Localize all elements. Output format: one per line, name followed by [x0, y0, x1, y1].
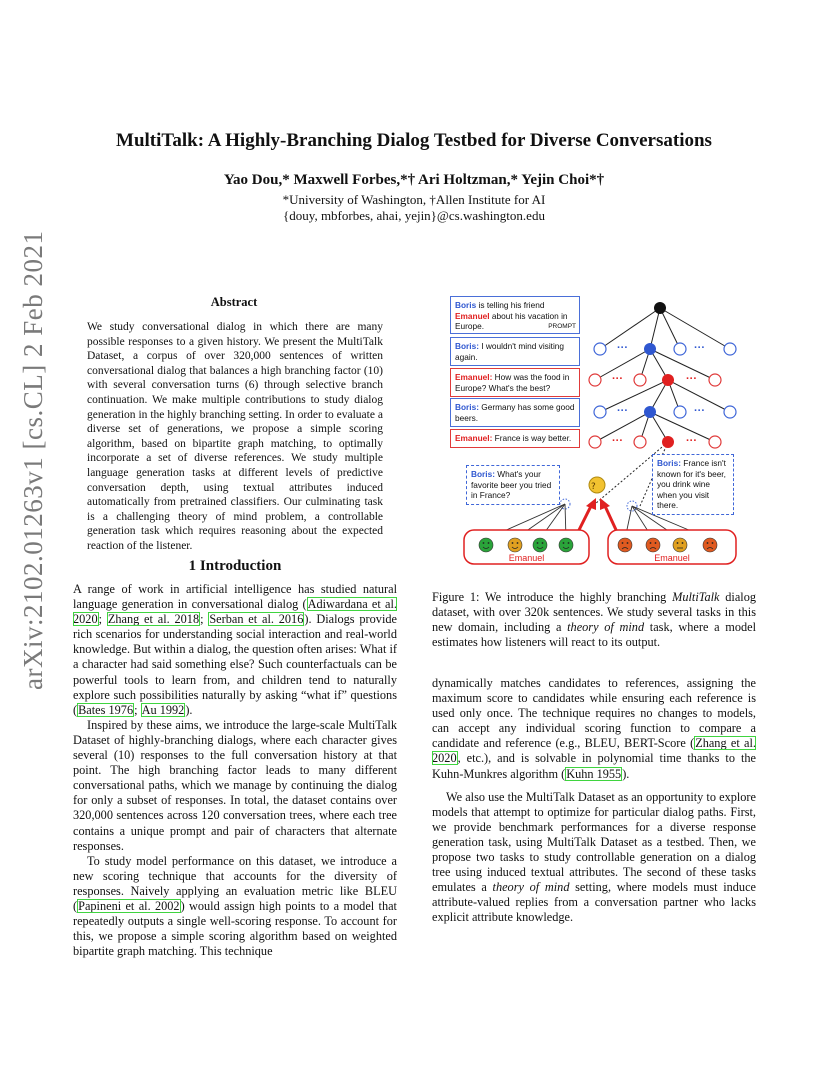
author-emails: {douy, mbforbes, ahai, yejin}@cs.washington.edu	[283, 208, 545, 223]
text-run: dialog dataset, with over 320k sentences. We study several tasks in this new domain, including a	[432, 590, 756, 635]
section-heading-introduction: 1 Introduction	[188, 558, 282, 574]
bubble-text: France isn't known for it's beer, you drink wine when you visit there.	[657, 458, 726, 510]
selected-blue-node	[644, 343, 656, 355]
happy-face-icon	[559, 538, 573, 552]
intro-left-column	[73, 582, 397, 959]
svg-text:···: ···	[612, 373, 623, 385]
dialog-bubble-boris	[450, 398, 580, 427]
sad-face-icon	[618, 538, 632, 552]
svg-text:···: ···	[617, 405, 628, 417]
abstract-heading: Abstract	[210, 295, 258, 309]
text-run: ;	[200, 612, 209, 627]
prompt-bubble	[450, 296, 580, 334]
dialog-bubble-boris	[450, 337, 580, 366]
bubble-text: I wouldn't mind visiting again.	[455, 341, 565, 362]
speaker-name: Emanuel	[455, 310, 490, 321]
text-run: ;	[98, 612, 107, 627]
text-run: ). Dialogs provide rich scenarios for understanding social interaction and real-world knowledge. But within a dialog, the question often arises: What if a character had said something else? Such counterfactuals can be powerful tools to learn from, and children tend to naturally explore such possibilities naturally by asking “what if” questions (	[73, 612, 397, 717]
figure-1	[450, 294, 750, 572]
happy-face-icon	[479, 538, 493, 552]
speaker-name: Boris:	[455, 341, 479, 351]
intro-paragraph-3	[73, 854, 397, 960]
text-run: We also use the MultiTalk Dataset as an opportunity to explore models that attempt to optimize for particular dialog paths. First, we provide benchmark performances for a diverse response generation task, using MultiTalk Dataset as a testbed. Then, we propose two tasks to study controllable generation on a dialog tree using induced textual attributes. The second of these tasks emulates a	[432, 789, 756, 895]
citation-link[interactable]: Zhang et al. 2018	[107, 612, 200, 627]
right-paragraph-2	[432, 790, 756, 926]
neutral-face-icon	[673, 538, 687, 552]
figure-caption	[432, 590, 756, 650]
candidate-bubble-question	[466, 465, 560, 505]
happy-face-icon	[508, 538, 522, 552]
dialog-bubble-emanuel	[450, 429, 580, 448]
listener-label-left: Emanuel	[508, 553, 545, 563]
dialog-bubble-emanuel	[450, 368, 580, 397]
text-run: ).	[185, 702, 193, 717]
bubble-text: about his vacation in Europe.	[455, 310, 568, 331]
bubble-text: France is way better.	[492, 433, 572, 443]
paper-title: MultiTalk: A Highly-Branching Dialog Testbed for Diverse Conversations	[116, 130, 712, 151]
text-run: A range of work in artificial intelligence has studied natural language generation in conversational dialog (	[73, 582, 397, 612]
text-run: Figure 1: We introduce the highly branching	[432, 590, 673, 604]
text-run: ) would assign high points to a model that repeatedly outputs a single well-scoring response. To account for this, we propose a simple scoring algorithm based on weighted bipartite graph matching. This technique	[73, 898, 397, 959]
svg-text:···: ···	[612, 435, 623, 447]
happy-face-icon	[533, 538, 547, 552]
listener-label-right: Emanuel	[654, 553, 690, 563]
speaker-name: Boris:	[471, 469, 495, 479]
abstract-text: We study conversational dialog in which there are many possible responses to a given history. We present the MultiTalk Dataset, a corpus of over 320,000 sentences of written conversational dialog that balances a high branching factor (10) with several conversation turns (6) through selective branch continuation. We make multiple contributions to study dialog generation in the highly branching setting. In order to evaluate a diverse set of generations, we propose a simple scoring algorithm, based on bipartite graph matching, to optimally incorporate a set of diverse references. We study multiple language generation tasks at different levels of predictive conversation depth, using textual attributes induced automatically from pretrained classifiers. Our culminating task is a challenging theory of mind problem, a controllable generation task which requires reasoning about the expected reaction of the listener.	[87, 321, 383, 552]
text-run: , etc.), and is solvable in polynomial time thanks to the Kuhn-Munkres algorithm (	[432, 751, 756, 781]
text-run: theory of mind	[492, 880, 570, 895]
affiliation: *University of Washington, †Allen Institute for AI	[282, 192, 546, 207]
speaker-name: Boris:	[657, 458, 681, 468]
citation-link[interactable]: Au 1992	[141, 702, 185, 717]
bubble-text: Germany has some good beers.	[455, 402, 575, 423]
bubble-text: How was the food in Europe? What's the best?	[455, 372, 570, 393]
text-run: dynamically matches candidates to references, assigning the maximum score to candidates while ensuring each reference is used only once. The technique requires no changes to models, can accept any individual scoring function to compare a candidate and reference (e.g., BLEU, BERT-Score (	[432, 676, 756, 751]
citation-link[interactable]: Adiwardana et al. 2020	[73, 597, 397, 627]
text-run: task, where a model estimates how listeners will react to its output.	[432, 620, 756, 650]
text-run: theory of mind	[567, 620, 645, 635]
citation-link[interactable]: Bates 1976	[78, 702, 134, 717]
svg-text:···: ···	[694, 342, 705, 354]
sad-face-icon	[703, 538, 717, 552]
text-run: setting, where models must induce attribute-valued replies from a conversation partner who lacks explicit attribute knowledge.	[432, 880, 756, 925]
sad-face-icon	[646, 538, 660, 552]
svg-text:?: ?	[591, 482, 596, 492]
svg-text:···: ···	[694, 405, 705, 417]
text-run: ;	[134, 702, 141, 717]
intro-right-column	[432, 676, 756, 926]
citation-link[interactable]: Serban et al. 2016	[209, 612, 304, 627]
right-paragraph-1	[432, 676, 756, 782]
speaker-name: Emanuel:	[455, 433, 493, 443]
selected-red-node	[662, 374, 674, 386]
svg-text:···: ···	[686, 373, 697, 385]
affiliation-block	[70, 192, 758, 224]
citation-link[interactable]: Kuhn 1955	[566, 766, 622, 781]
citation-link[interactable]: Zhang et al. 2020	[432, 736, 757, 766]
text-run: MultiTalk	[672, 590, 720, 604]
svg-text:···: ···	[617, 342, 628, 354]
candidate-bubble-statement	[652, 454, 734, 515]
text-run: ).	[622, 766, 630, 781]
bubble-text: is telling his friend	[476, 300, 545, 310]
speaker-name: Boris:	[455, 402, 479, 412]
intro-paragraph-1	[73, 582, 397, 718]
intro-paragraph-2: Inspired by these aims, we introduce the large-scale MultiTalk Dataset of highly-branching dialogs, where each character gives several (10) responses to the full conversation history at that point. The high branching factor leads to many different conversational paths, which we manage by continuing the dialog for only a subset of responses. In total, the dataset contains over 320,000 sentences across 120 conversation trees, where each tree contains a unique prompt and pair of characters that alternate responses.	[73, 717, 397, 853]
selected-red-node	[662, 436, 674, 448]
selected-blue-node	[644, 406, 656, 418]
bubble-text: What's your favorite beer you tried in France?	[471, 469, 552, 500]
svg-text:···: ···	[686, 435, 697, 447]
speaker-name: Emanuel:	[455, 372, 493, 382]
author-list: Yao Dou,* Maxwell Forbes,*† Ari Holtzman,* Yejin Choi*†	[223, 172, 605, 188]
text-run: To study model performance on this dataset, we introduce a new scoring technique that accounts for the diversity of responses. Naively applying an evaluation metric like BLEU (	[73, 853, 397, 913]
arxiv-identifier: arXiv:2102.01263v1 [cs.CL] 2 Feb 2021	[18, 230, 48, 690]
root-node	[654, 302, 666, 314]
prompt-tag: PROMPT	[548, 322, 576, 330]
citation-link[interactable]: Papineni et al. 2002	[78, 898, 180, 913]
speaker-name: Boris	[455, 300, 477, 310]
